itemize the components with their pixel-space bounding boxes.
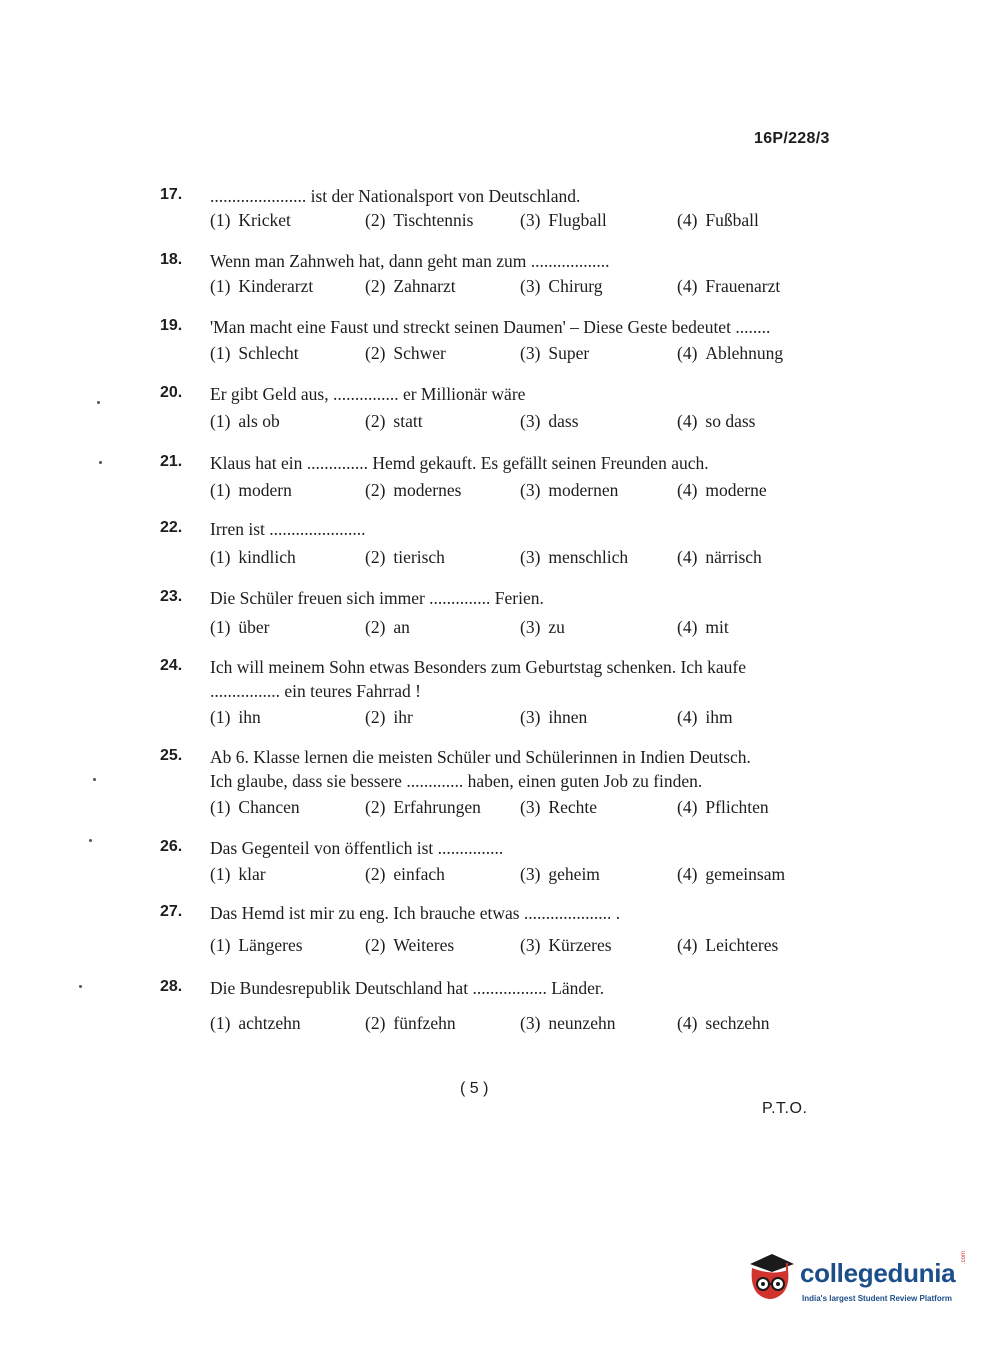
option-4: (4) Ablehnung (677, 343, 784, 363)
options-row (210, 797, 830, 823)
question-text: Wenn man Zahnweh hat, dann geht man zum .................. (210, 251, 610, 271)
options-row (210, 935, 830, 961)
scan-speck (99, 461, 102, 464)
question-text: 'Man macht eine Faust und streckt seinen Daumen' – Diese Geste bedeutet ........ (210, 317, 771, 337)
question-text: ...................... ist der Nationalsport von Deutschland. (210, 186, 581, 206)
option-2: (2) Tischtennis (365, 210, 474, 230)
option-1: (1) als ob (210, 411, 280, 431)
question-number: 18. (160, 251, 183, 268)
option-2: (2) modernes (365, 480, 462, 500)
option-3: (3) menschlich (520, 547, 629, 567)
options-row (210, 617, 830, 643)
options-row (210, 864, 830, 890)
scan-speck (79, 985, 82, 988)
question-number: 19. (160, 317, 183, 334)
option-2: (2) statt (365, 411, 423, 431)
option-2: (2) ihr (365, 707, 413, 727)
options-row (210, 343, 830, 369)
question-text: Irren ist ...................... (210, 519, 366, 539)
question-text: Das Gegenteil von öffentlich ist ............... (210, 838, 504, 858)
option-3: (3) zu (520, 617, 565, 637)
option-2: (2) Zahnarzt (365, 276, 456, 296)
question-number: 25. (160, 747, 183, 764)
question-number: 20. (160, 384, 183, 401)
options-row (210, 480, 830, 506)
option-2: (2) tierisch (365, 547, 445, 567)
option-4: (4) mit (677, 617, 729, 637)
options-row (210, 1013, 830, 1039)
question-number: 22. (160, 519, 183, 536)
option-1: (1) Längeres (210, 935, 303, 955)
option-1: (1) kindlich (210, 547, 296, 567)
question-number: 21. (160, 453, 183, 470)
option-4: (4) närrisch (677, 547, 762, 567)
option-4: (4) sechzehn (677, 1013, 770, 1033)
options-row (210, 547, 830, 573)
question-text: Ich will meinem Sohn etwas Besonders zum Geburtstag schenken. Ich kaufe ................ ein teures Fahrrad ! (210, 657, 747, 701)
question-text: Die Schüler freuen sich immer .............. Ferien. (210, 588, 544, 608)
option-4: (4) gemeinsam (677, 864, 786, 884)
question-text: Das Hemd ist mir zu eng. Ich brauche etwas .................... . (210, 903, 621, 923)
option-3: (3) modernen (520, 480, 619, 500)
option-1: (1) klar (210, 864, 266, 884)
question-text: Die Bundesrepublik Deutschland hat ................. Länder. (210, 978, 605, 998)
option-1: (1) achtzehn (210, 1013, 301, 1033)
option-3: (3) Flugball (520, 210, 607, 230)
options-row (210, 707, 830, 733)
option-1: (1) Schlecht (210, 343, 299, 363)
option-4: (4) ihm (677, 707, 733, 727)
options-row (210, 411, 830, 437)
option-3: (3) Chirurg (520, 276, 603, 296)
option-4: (4) Frauenarzt (677, 276, 781, 296)
scan-speck (93, 778, 96, 781)
logo-wordmark: collegedunia (800, 1258, 956, 1288)
question-text: Er gibt Geld aus, ............... er Millionär wäre (210, 384, 526, 404)
option-3: (3) dass (520, 411, 579, 431)
option-3: (3) Kürzeres (520, 935, 612, 955)
question-number: 23. (160, 588, 183, 605)
question-number: 28. (160, 978, 183, 995)
question-number: 26. (160, 838, 183, 855)
option-1: (1) ihn (210, 707, 261, 727)
collegedunia-logo[interactable] (742, 1250, 972, 1310)
option-3: (3) neunzehn (520, 1013, 616, 1033)
option-4: (4) Leichteres (677, 935, 779, 955)
option-2: (2) Schwer (365, 343, 446, 363)
paper-code: 16P/228/3 (754, 130, 830, 147)
option-1: (1) Chancen (210, 797, 300, 817)
option-3: (3) ihnen (520, 707, 588, 727)
option-2: (2) an (365, 617, 410, 637)
option-4: (4) so dass (677, 411, 756, 431)
option-4: (4) Pflichten (677, 797, 769, 817)
option-3: (3) Super (520, 343, 590, 363)
page-number: ( 5 ) (460, 1080, 489, 1097)
option-1: (1) Kricket (210, 210, 291, 230)
question-number: 17. (160, 186, 183, 203)
option-2: (2) einfach (365, 864, 445, 884)
options-row (210, 276, 830, 302)
option-1: (1) über (210, 617, 270, 637)
option-2: (2) fünfzehn (365, 1013, 456, 1033)
question-text: Ab 6. Klasse lernen die meisten Schüler und Schülerinnen in Indien Deutsch. Ich glaube, dass sie bessere ............. haben, einen guten Job zu finden. (210, 747, 751, 791)
options-row (210, 210, 830, 236)
option-2: (2) Erfahrungen (365, 797, 481, 817)
graduate-mascot-icon (742, 1252, 798, 1308)
question-number: 24. (160, 657, 183, 674)
question-text: Klaus hat ein .............. Hemd gekauft. Es gefällt seinen Freunden auch. (210, 453, 709, 473)
option-4: (4) Fußball (677, 210, 759, 230)
option-3: (3) geheim (520, 864, 600, 884)
option-2: (2) Weiteres (365, 935, 455, 955)
question-number: 27. (160, 903, 183, 920)
scan-speck (89, 839, 92, 842)
option-1: (1) Kinderarzt (210, 276, 314, 296)
logo-domain: .com (961, 1250, 967, 1264)
option-3: (3) Rechte (520, 797, 597, 817)
option-4: (4) moderne (677, 480, 767, 500)
option-1: (1) modern (210, 480, 292, 500)
pto-label: P.T.O. (762, 1100, 808, 1117)
scan-speck (97, 401, 100, 404)
logo-tagline: India's largest Student Review Platform (802, 1294, 952, 1303)
